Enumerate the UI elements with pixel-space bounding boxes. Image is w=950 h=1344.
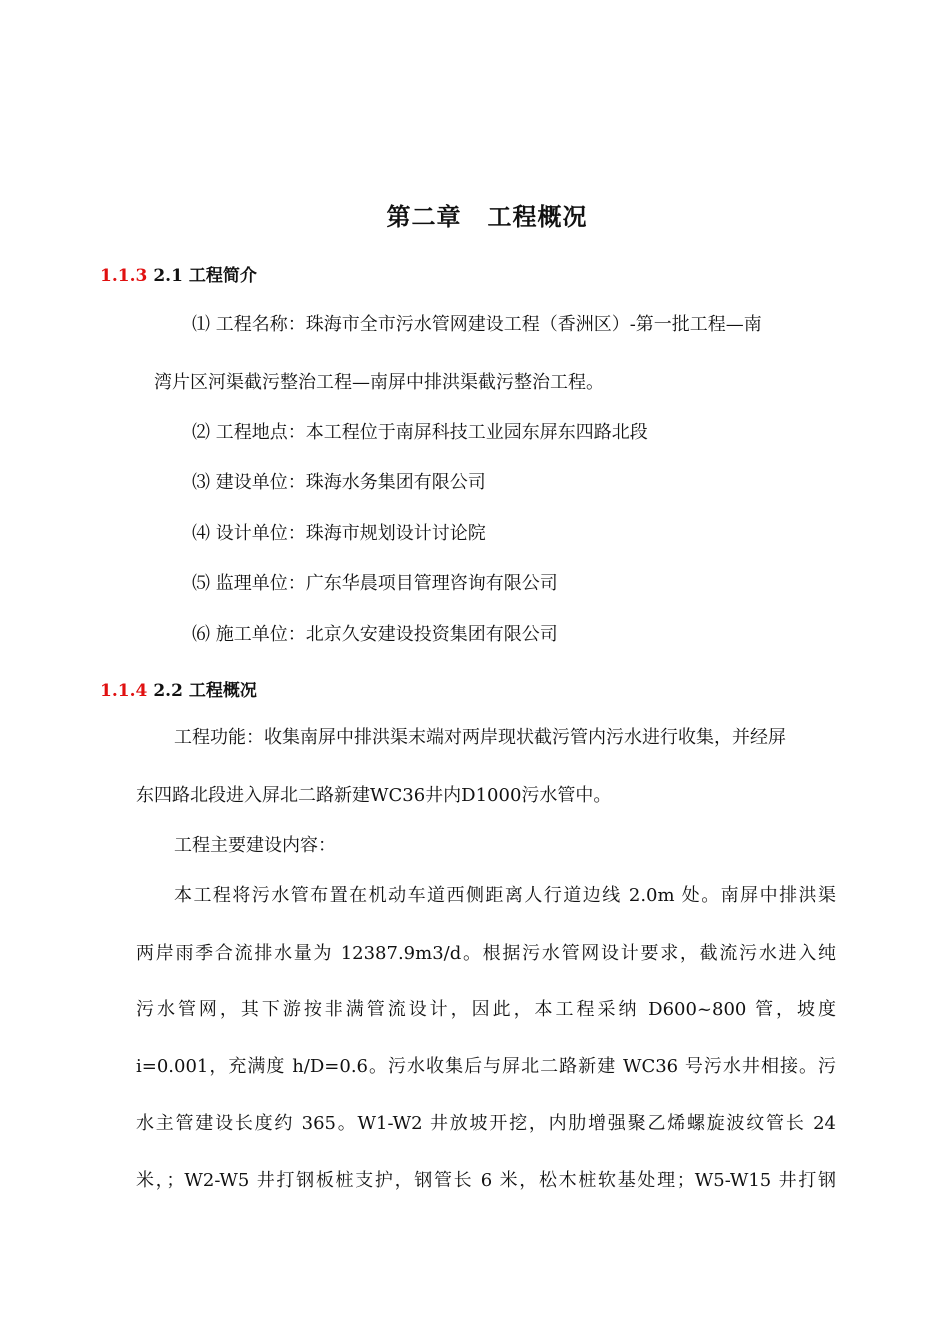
section-number: 1.1.4 <box>100 681 148 701</box>
chapter-title <box>0 197 950 232</box>
intro-line: ⑶ 建设单位：珠海水务集团有限公司 <box>192 472 486 493</box>
intro-line: ⑸ 监理单位：广东华晨项目管理咨询有限公司 <box>192 573 558 594</box>
overview-line: 东四路北段进入屏北二路新建WC36井内D1000污水管中。 <box>136 785 612 806</box>
overview-line: 工程主要建设内容： <box>174 835 336 856</box>
intro-line: ⑵ 工程地点：本工程位于南屏科技工业园东屏东四路北段 <box>192 422 648 443</box>
chapter-label: 第二章 <box>386 202 462 231</box>
section-heading-2-1 <box>100 261 257 286</box>
intro-line: ⑴ 工程名称：珠海市全市污水管网建设工程（香洲区）-第一批工程—南 <box>192 314 762 335</box>
section-heading-2-2 <box>100 676 257 701</box>
overview-line: 工程功能：收集南屏中排洪渠末端对两岸现状截污管内污水进行收集，并经屏 <box>174 727 786 748</box>
overview-line: 水主管建设长度约 365。W1-W2 井放坡开挖，内肋增强聚乙烯螺旋波纹管长 24 <box>136 1113 836 1134</box>
chapter-name: 工程概况 <box>487 202 588 231</box>
overview-line: i=0.001，充满度 h/D=0.6。污水收集后与屏北二路新建 WC36 号污水井相接。污 <box>136 1056 836 1077</box>
overview-line: 米，；W2-W5 井打钢板桩支护，钢管长 6 米，松木桩软基处理；W5-W15 井打钢 <box>136 1170 836 1191</box>
overview-line: 本工程将污水管布置在机动车道西侧距离人行道边线 2.0m 处。南屏中排洪渠 <box>174 885 836 906</box>
overview-line: 污水管网，其下游按非满管流设计，因此，本工程采纳 D600~800 管，坡度 <box>136 999 836 1020</box>
section-number: 1.1.3 <box>100 266 148 286</box>
section-title: 2.2 工程概况 <box>153 681 257 701</box>
overview-line: 两岸雨季合流排水量为 12387.9m3/d。根据污水管网设计要求，截流污水进入纯 <box>136 943 836 964</box>
intro-line: ⑷ 设计单位：珠海市规划设计讨论院 <box>192 523 486 544</box>
section-title: 2.1 工程简介 <box>153 266 257 286</box>
intro-line: ⑹ 施工单位：北京久安建设投资集团有限公司 <box>192 624 558 645</box>
intro-line: 湾片区河渠截污整治工程—南屏中排洪渠截污整治工程。 <box>154 372 604 393</box>
